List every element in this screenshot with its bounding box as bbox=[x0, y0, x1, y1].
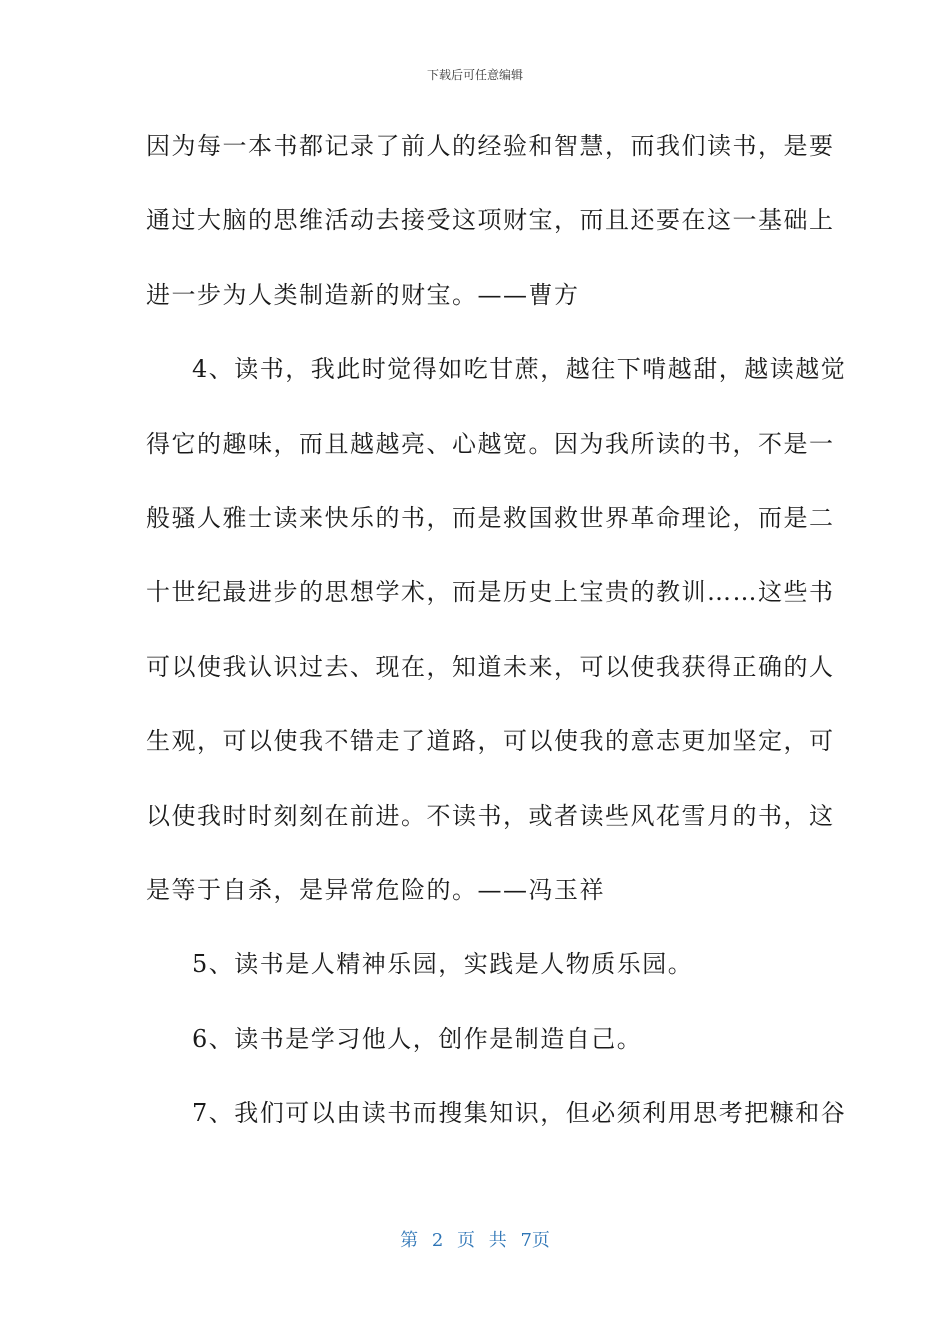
quote-7-line: 7、我们可以由读书而搜集知识，但必须利用思考把糠和谷 bbox=[192, 1099, 847, 1128]
text-line: 生观，可以使我不错走了道路，可以使我的意志更加坚定，可 bbox=[146, 727, 835, 756]
footer-total-label: 共 bbox=[488, 1230, 507, 1251]
text-line: 得它的趣味，而且越越亮、心越宽。因为我所读的书，不是一 bbox=[146, 429, 835, 458]
text-line: 是等于自杀，是异常危险的。——冯玉祥 bbox=[146, 875, 605, 904]
text-line: 通过大脑的思维活动去接受这项财宝，而且还要在这一基础上 bbox=[146, 206, 835, 235]
text-line: 十世纪最进步的思想学术，而是历史上宝贵的教训……这些书 bbox=[146, 578, 835, 607]
footer-current-page: 2 bbox=[431, 1230, 444, 1251]
footer-page-label: 第 bbox=[400, 1230, 419, 1251]
page-header-note: 下载后可任意编辑 bbox=[426, 68, 523, 82]
quote-5-line: 5、读书是人精神乐园，实践是人物质乐园。 bbox=[192, 950, 694, 979]
page-footer bbox=[0, 1226, 950, 1252]
text-line: 因为每一本书都记录了前人的经验和智慧，而我们读书，是要 bbox=[146, 132, 835, 160]
quote-4-line: 4、读书，我此时觉得如吃甘蔗，越往下啃越甜，越读越觉 bbox=[192, 355, 847, 384]
document-body bbox=[146, 118, 847, 1159]
text-line: 以使我时时刻刻在前进。不读书，或者读些风花雪月的书，这 bbox=[146, 801, 835, 830]
text-line: 进一步为人类制造新的财宝。——曹方 bbox=[146, 280, 580, 309]
footer-page-unit: 页 bbox=[457, 1230, 475, 1251]
footer-total-pages: 7页 bbox=[520, 1230, 550, 1251]
text-line: 般骚人雅士读来快乐的书，而是救国救世界革命理论，而是二 bbox=[146, 503, 835, 532]
quote-6-line: 6、读书是学习他人，创作是制造自己。 bbox=[192, 1024, 643, 1053]
text-line: 可以使我认识过去、现在，知道未来，可以使我获得正确的人 bbox=[146, 652, 835, 681]
